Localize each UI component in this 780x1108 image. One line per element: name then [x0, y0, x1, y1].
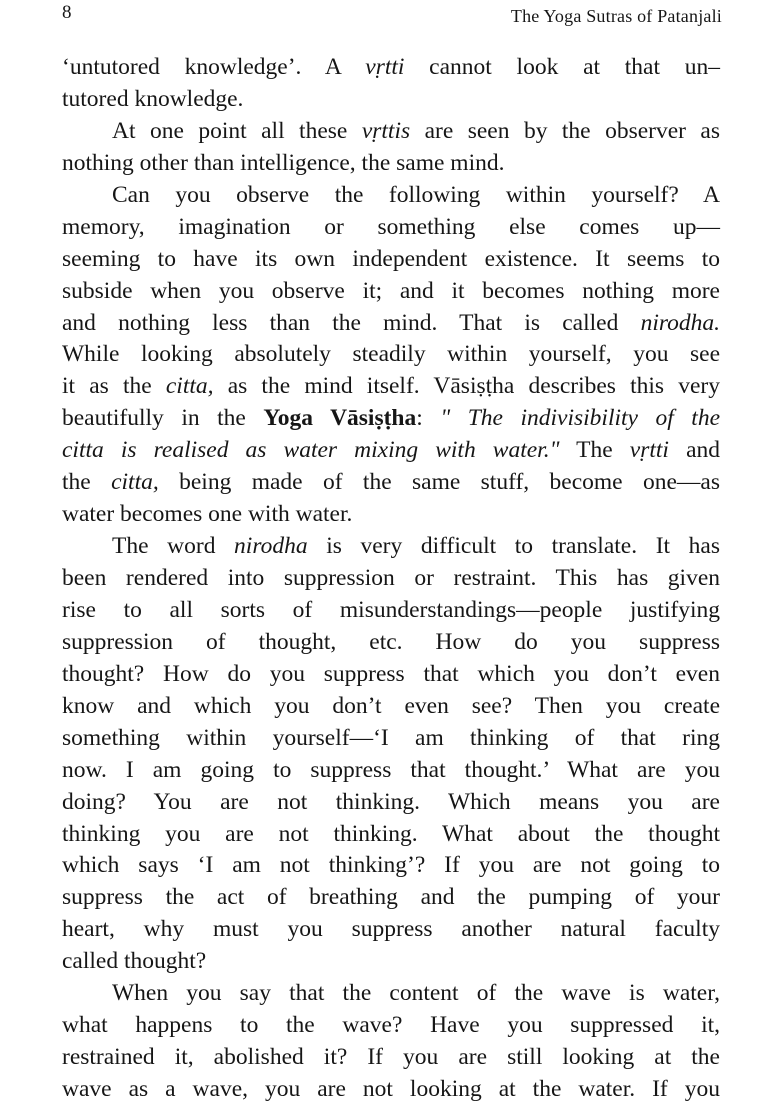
- text-segment: tutored knowledge.: [62, 85, 244, 112]
- italic-text: citta,: [111, 469, 159, 496]
- text-line: [62, 819, 720, 851]
- text-line: [62, 467, 720, 499]
- italic-text: vṛttis: [361, 117, 411, 144]
- text-segment: been rendered into suppression or restraint. This has given: [62, 565, 720, 591]
- text-line: [62, 1010, 720, 1042]
- page-number: 8: [62, 2, 72, 23]
- text-segment: being made of the same stuff, become one—as: [158, 469, 720, 496]
- text-line: [62, 403, 720, 435]
- text-segment: is very difficult to translate. It has: [307, 533, 720, 560]
- text-line: [62, 435, 720, 467]
- italic-text: citta is realised as water mixing with water.": [62, 437, 560, 464]
- text-segment: the: [62, 469, 112, 496]
- page-body-text: [62, 52, 720, 1106]
- text-segment: Can you observe the following within yourself? A: [112, 181, 720, 208]
- text-segment: heart, why must you suppress another natural faculty: [62, 916, 720, 943]
- text-segment: doing? You are not thinking. Which means you are: [62, 788, 720, 815]
- page-header: [62, 0, 722, 30]
- text-line: [62, 1042, 720, 1074]
- text-segment: restrained it, abolished it? If you are still looking at the: [62, 1044, 720, 1071]
- text-line: [62, 276, 720, 308]
- italic-text: vṛtti: [629, 437, 669, 464]
- text-segment: ‘untutored knowledge’. A: [62, 54, 366, 80]
- text-line: [62, 339, 720, 371]
- text-segment: nothing other than intelligence, the same mind.: [62, 149, 505, 176]
- text-segment: wave as a wave, you are not looking at the water. If you: [62, 1076, 720, 1102]
- text-segment: When you say that the content of the wave is water,: [112, 980, 720, 1007]
- text-line: [62, 755, 720, 787]
- text-segment: which says ‘I am not thinking’? If you are not going to: [62, 852, 720, 879]
- text-segment: what happens to the wave? Have you suppressed it,: [62, 1012, 720, 1039]
- text-line: [62, 627, 720, 659]
- text-line: [62, 850, 720, 882]
- italic-text: nirodha.: [640, 309, 720, 336]
- text-segment: thought? How do you suppress that which you don’t even: [62, 660, 720, 687]
- text-segment: The word: [112, 533, 235, 560]
- bold-text: Yoga Vāsiṣṭha: [263, 405, 417, 432]
- italic-text: nirodha: [234, 533, 308, 560]
- text-segment: thinking you are not thinking. What about the thought: [62, 820, 720, 847]
- text-segment: subside when you observe it; and it becomes nothing more: [62, 277, 720, 304]
- italic-text: vṛtti: [365, 54, 405, 80]
- text-line: [62, 116, 720, 148]
- text-line: [62, 308, 720, 340]
- text-segment: know and which you don’t even see? Then you create: [62, 692, 720, 719]
- text-line: [62, 531, 720, 563]
- text-segment: are seen by the observer as: [410, 117, 721, 144]
- text-line: [62, 978, 720, 1010]
- text-segment: At one point all these: [112, 117, 362, 144]
- text-segment: beautifully in the: [62, 405, 264, 432]
- text-line: [62, 691, 720, 723]
- text-line: [62, 212, 720, 244]
- text-line: [62, 244, 720, 276]
- text-line: [62, 659, 720, 691]
- text-segment: The: [559, 437, 630, 464]
- italic-text: citta,: [165, 373, 214, 400]
- text-segment: suppress the act of breathing and the pumping of your: [62, 884, 720, 911]
- text-segment: it as the: [62, 373, 166, 400]
- text-segment: seeming to have its own independent existence. It seems to: [62, 245, 720, 272]
- text-line: [62, 180, 720, 212]
- text-line: [62, 946, 720, 978]
- text-segment: While looking absolutely steadily within yourself, you see: [62, 341, 720, 368]
- running-title: The Yoga Sutras of Patanjali: [510, 6, 722, 26]
- text-segment: memory, imagination or something else comes up—: [62, 213, 720, 240]
- text-line: [62, 723, 720, 755]
- text-segment: cannot look at that un–: [404, 54, 720, 80]
- text-line: [62, 148, 720, 180]
- text-line: [62, 563, 720, 595]
- text-line: [62, 882, 720, 914]
- text-line: [62, 787, 720, 819]
- text-line: [62, 595, 720, 627]
- text-segment: as the mind itself. Vāsiṣṭha describes this very: [213, 373, 720, 400]
- text-segment: something within yourself—‘I am thinking of that ring: [62, 724, 720, 751]
- text-line: [62, 371, 720, 403]
- text-segment: rise to all sorts of misunderstandings—people justifying: [62, 596, 720, 623]
- text-line: [62, 914, 720, 946]
- text-line: [62, 1074, 720, 1106]
- text-segment: called thought?: [62, 948, 207, 975]
- text-segment: and: [668, 437, 720, 464]
- text-segment: now. I am going to suppress that thought.’ What are you: [62, 756, 720, 783]
- text-segment: and nothing less than the mind. That is called: [62, 309, 641, 336]
- text-segment: water becomes one with water.: [62, 501, 353, 528]
- text-line: [62, 52, 720, 84]
- text-segment: suppression of thought, etc. How do you suppress: [62, 628, 720, 655]
- text-line: [62, 84, 720, 116]
- italic-text: " The indivisibility of the: [440, 405, 720, 432]
- text-line: [62, 499, 720, 531]
- text-segment: :: [416, 405, 441, 432]
